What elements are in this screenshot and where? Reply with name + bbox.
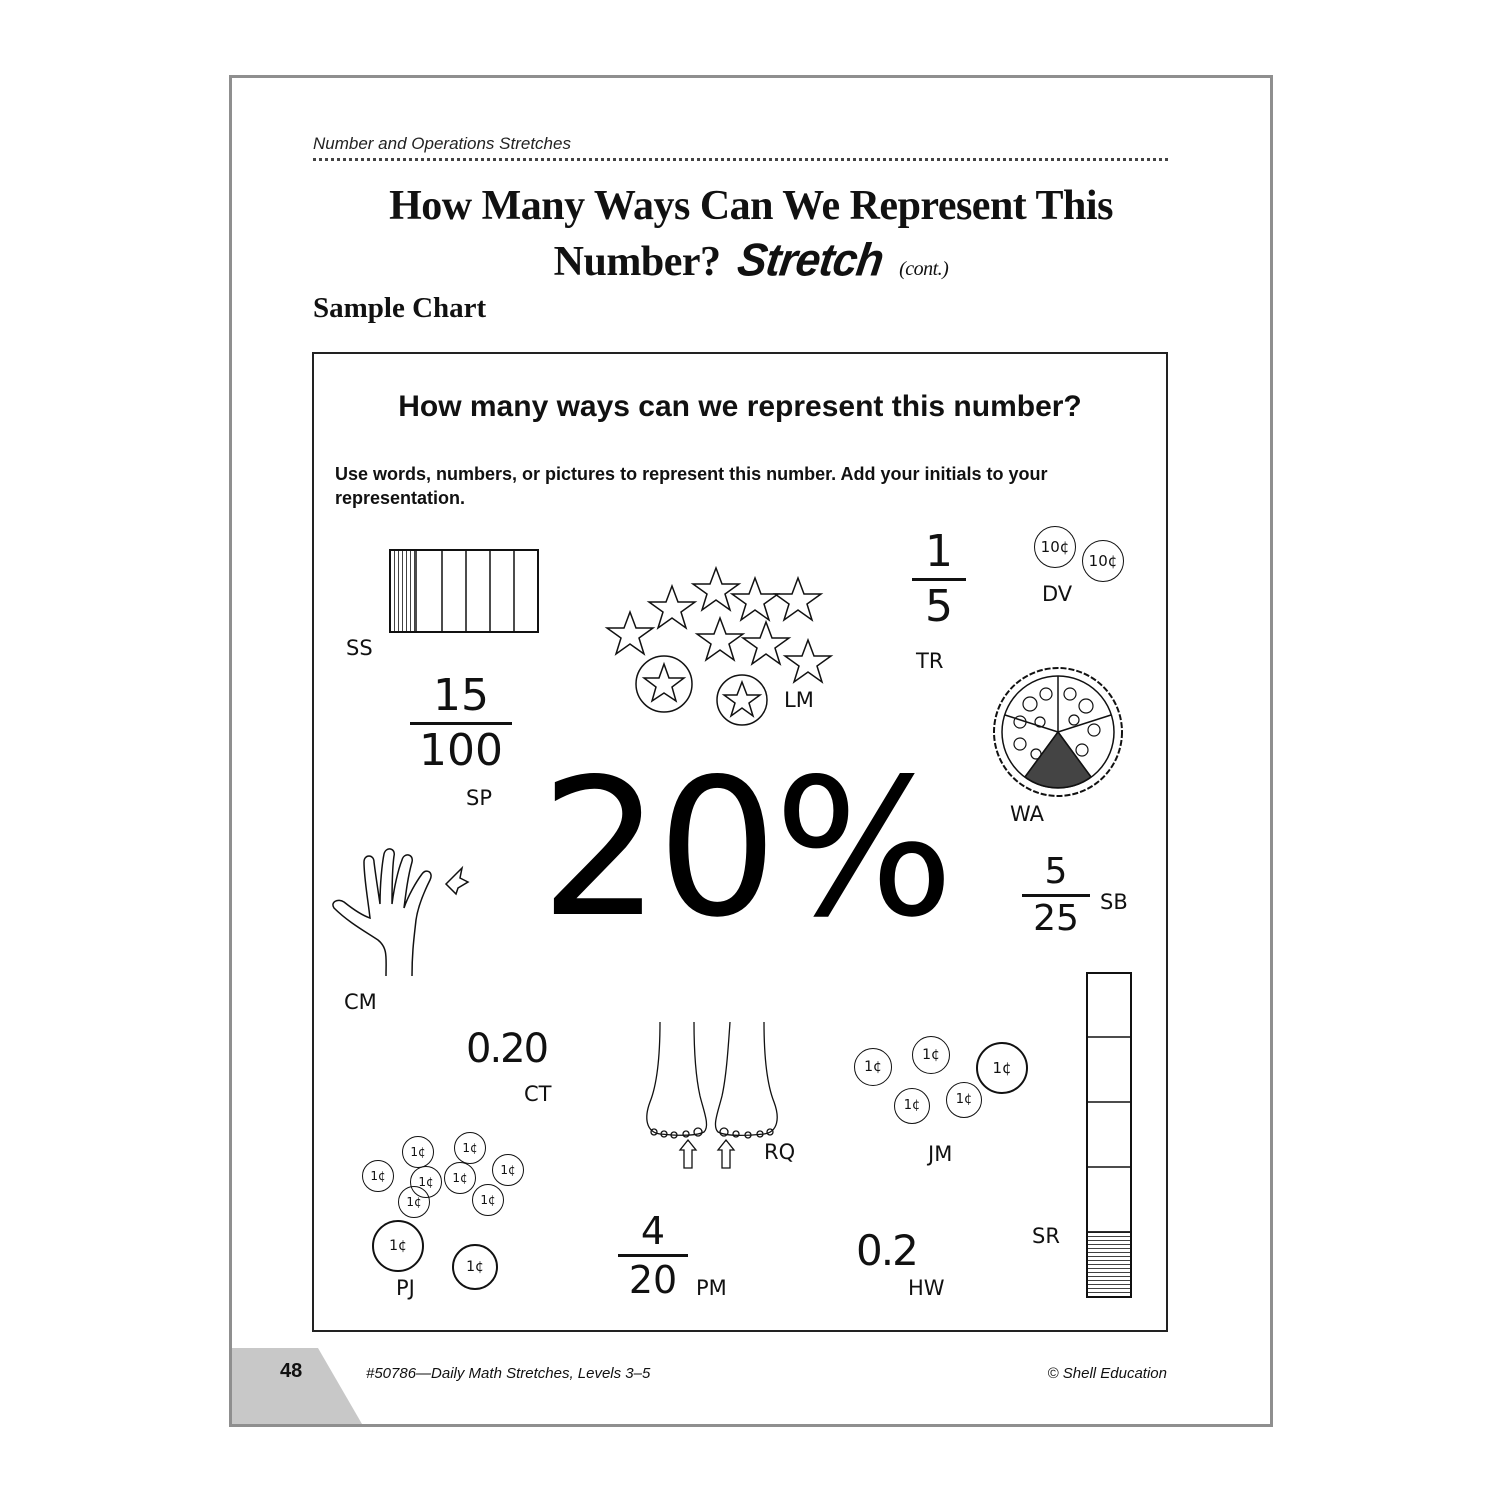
pj-coin-2: 1¢	[454, 1132, 486, 1164]
jm-coin-2: 1¢	[912, 1036, 950, 1074]
page-title-line1: How Many Ways Can We Represent This	[389, 183, 1113, 229]
pj-coin-1: 1¢	[402, 1136, 434, 1168]
sb-fraction	[1022, 851, 1090, 939]
hw-decimal: 0.2	[856, 1226, 917, 1275]
dotted-divider	[313, 158, 1168, 161]
pj-coin-6: 1¢	[492, 1154, 524, 1186]
worksheet-page	[229, 75, 1273, 1427]
page-title-line2	[272, 236, 1230, 286]
initials-lm: LM	[784, 688, 814, 712]
book-reference: #50786—Daily Math Stretches, Levels 3–5	[366, 1365, 651, 1382]
sp-fraction	[410, 670, 512, 776]
sr-fraction-bar-drawing	[1086, 972, 1134, 1302]
copyright-notice: © Shell Education	[1047, 1365, 1167, 1382]
section-label: Number and Operations Stretches	[313, 134, 571, 153]
jm-coin-1: 1¢	[854, 1048, 892, 1086]
tr-denominator: 5	[925, 581, 953, 632]
sample-chart	[312, 352, 1168, 1332]
jm-coin-3: 1¢	[976, 1042, 1028, 1094]
initials-pm: PM	[696, 1276, 727, 1300]
stretch-logo: Stretch	[734, 234, 887, 287]
featured-number: 20%	[540, 738, 951, 959]
initials-sb: SB	[1100, 890, 1128, 914]
ss-fraction-bar-drawing	[390, 550, 540, 635]
pj-coin-5: 1¢	[444, 1162, 476, 1194]
initials-pj: PJ	[396, 1276, 415, 1300]
pm-denominator: 20	[628, 1258, 678, 1302]
title-cont: (cont.)	[899, 258, 949, 280]
pj-coin-3: 1¢	[362, 1160, 394, 1192]
pm-fraction	[618, 1209, 688, 1302]
chart-heading: How many ways can we represent this number?	[398, 390, 1082, 423]
pj-coin-4: 1¢	[410, 1166, 442, 1198]
sp-numerator: 15	[433, 670, 489, 721]
initials-jm: JM	[928, 1142, 953, 1166]
tr-numerator: 1	[925, 526, 953, 577]
page-number: 48	[280, 1360, 303, 1382]
jm-coin-5: 1¢	[946, 1082, 982, 1118]
initials-wa: WA	[1010, 802, 1044, 826]
initials-cm: CM	[344, 990, 377, 1014]
initials-tr: TR	[916, 649, 944, 673]
initials-dv: DV	[1042, 582, 1073, 606]
sp-denominator: 100	[419, 725, 503, 776]
ct-decimal: 0.20	[466, 1026, 548, 1072]
sb-numerator: 5	[1044, 851, 1068, 892]
initials-hw: HW	[908, 1276, 945, 1300]
initials-sp: SP	[466, 786, 492, 810]
jm-coin-4: 1¢	[894, 1088, 930, 1124]
wa-pie-drawing	[990, 664, 1130, 804]
initials-sr: SR	[1032, 1224, 1060, 1248]
tr-fraction	[912, 526, 966, 632]
initials-rq: RQ	[764, 1140, 796, 1164]
dv-coin-1: 10¢	[1034, 526, 1076, 568]
pm-numerator: 4	[640, 1209, 666, 1253]
cm-hand-drawing	[328, 848, 468, 978]
pj-coin-10: 1¢	[452, 1244, 498, 1290]
initials-ct: CT	[524, 1082, 552, 1106]
pj-coin-9: 1¢	[372, 1220, 424, 1272]
dv-coin-2: 10¢	[1082, 540, 1124, 582]
initials-ss: SS	[346, 636, 373, 660]
title-number-word: Number?	[553, 239, 721, 285]
pj-coin-7: 1¢	[398, 1186, 430, 1218]
sample-chart-heading: Sample Chart	[313, 292, 487, 324]
pj-coin-8: 1¢	[472, 1184, 504, 1216]
sb-denominator: 25	[1033, 898, 1079, 939]
chart-instructions: Use words, numbers, or pictures to represent this number. Add your initials to your representation.	[335, 464, 1048, 508]
